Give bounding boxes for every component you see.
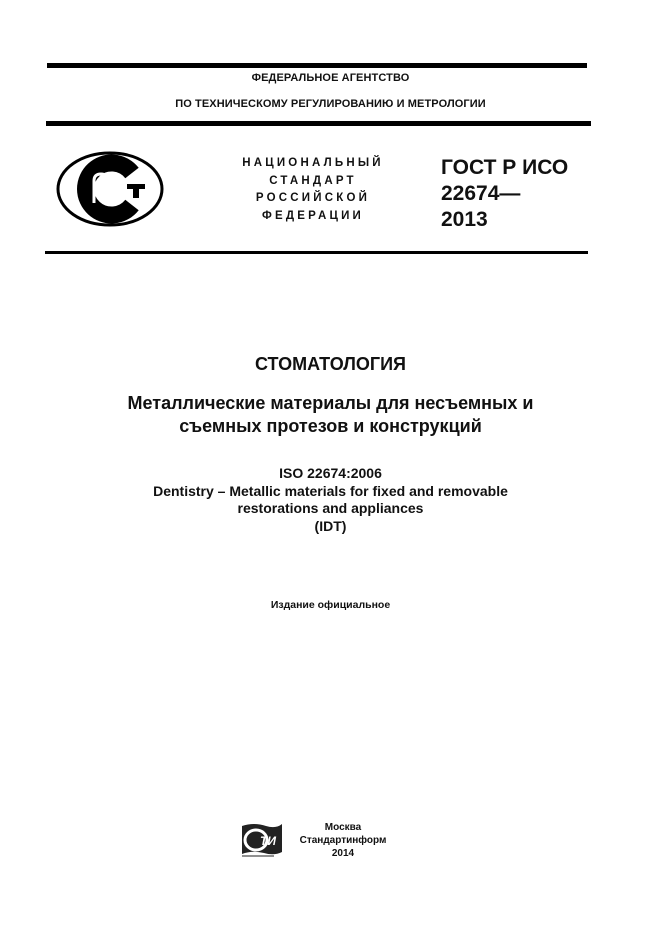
national-standard-line: ФЕДЕРАЦИИ — [261, 209, 365, 222]
rst-certification-mark-icon — [56, 151, 164, 227]
header-top-rule — [47, 63, 587, 68]
iso-reference — [0, 465, 661, 535]
iso-title-line: Dentistry – Metallic materials for fixed and removable — [153, 482, 508, 499]
standartinform-logo-icon — [240, 822, 284, 858]
iso-equivalence: (IDT) — [314, 517, 347, 534]
publisher-info — [288, 821, 398, 860]
agency-name-line1: ФЕДЕРАЛЬНОЕ АГЕНТСТВО — [251, 72, 410, 84]
national-standard-line: НАЦИОНАЛЬНЫЙ — [242, 157, 384, 169]
iso-title-line: restorations and appliances — [237, 500, 424, 516]
standard-code-line: 2013 — [441, 208, 488, 231]
publisher-name: Стандартинформ — [299, 835, 387, 846]
iso-code: ISO 22674:2006 — [279, 465, 382, 481]
svg-text:ТИ: ТИ — [260, 834, 276, 848]
national-standard-label — [228, 155, 398, 225]
publication-year: 2014 — [331, 848, 355, 859]
publisher-city: Москва — [324, 822, 362, 833]
standard-code — [441, 155, 568, 233]
document-subtitle — [0, 392, 661, 438]
header-middle-rule — [46, 121, 591, 126]
edition-label: Издание официальное — [270, 599, 391, 611]
standard-code-line: 22674— — [441, 182, 521, 205]
standard-code-line: ГОСТ Р ИСО — [441, 156, 569, 179]
agency-name-line2: ПО ТЕХНИЧЕСКОМУ РЕГУЛИРОВАНИЮ И МЕТРОЛОГИИ — [175, 98, 486, 110]
subtitle-line: съемных протезов и конструкций — [179, 416, 482, 436]
subtitle-line: Металлические материалы для несъемных и — [127, 393, 534, 413]
national-standard-line: СТАНДАРТ — [269, 174, 357, 187]
header-bottom-rule — [45, 251, 588, 254]
document-main-title: СТОМАТОЛОГИЯ — [254, 354, 406, 374]
national-standard-line: РОССИЙСКОЙ — [255, 192, 371, 204]
